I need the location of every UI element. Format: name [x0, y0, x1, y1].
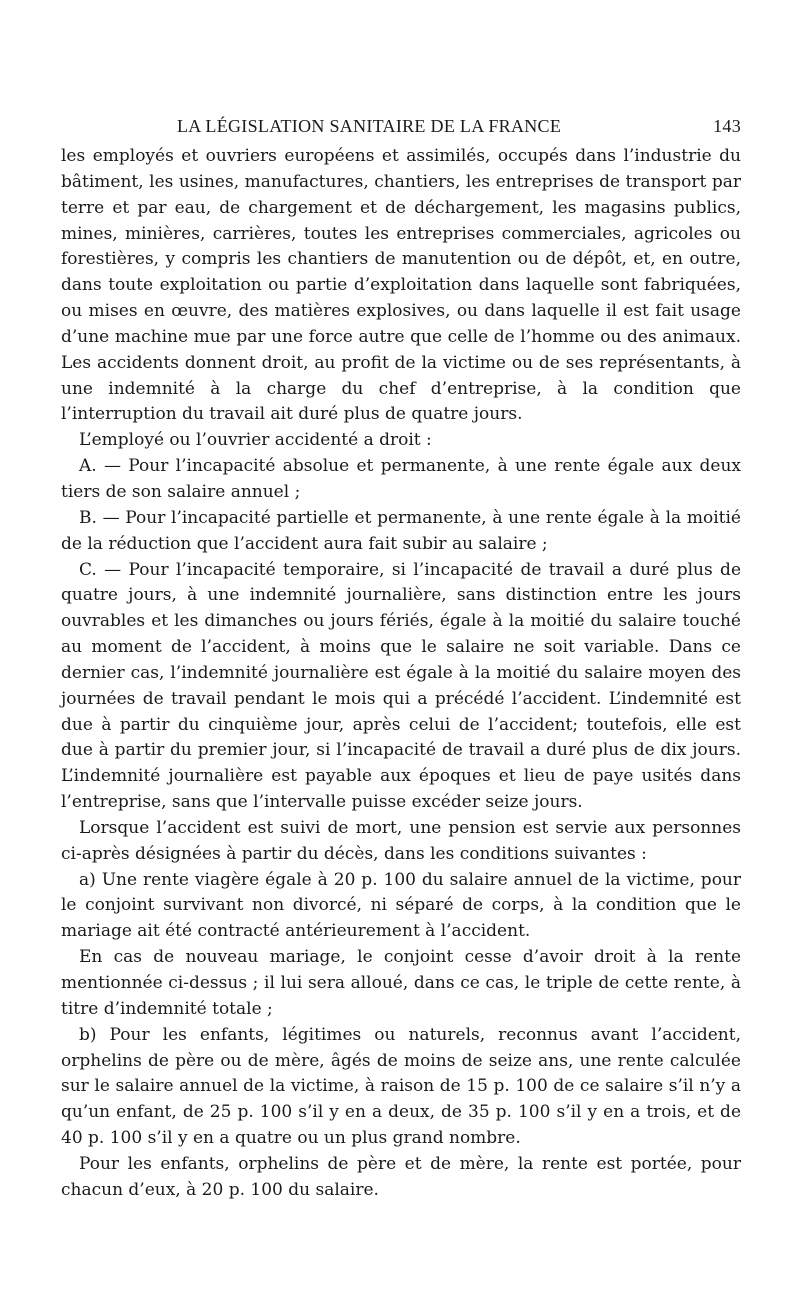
paragraph-orphans: Pour les enfants, orphelins de père et de mère, la rente est portée, pour chacun d’eux, à 20 p. 100 du salaire. — [61, 1153, 741, 1200]
paragraph-item-c: C. — Pour l’incapacité temporaire, si l’incapacité de travail a duré plus de quatre jours, à une indemnité journalière, sans distinction entre les jours ouvrables et les dimanches ou jours fériés, égale à la moitié du salaire touché au moment de l’accident, à moins que le salaire ne soit variable. Dans ce dernier cas, l’indemnité journalière est égale à la moitié du salaire moyen des journées de travail pendant le mois qui a précédé l’accident. L’indemnité est due à partir du cinquième jour, après celui de l’accident; toutefois, elle est due à partir du premier jour, si l’incapacité de travail a duré plus de dix jours. L’indemnité journalière est payable aux époques et lieu de paye usités dans l’entreprise, sans que l’intervalle puisse excéder seize jours. — [61, 559, 741, 813]
paragraph-rights-intro: L’employé ou l’ouvrier accidenté a droit : — [79, 430, 432, 451]
running-title: LA LÉGISLATION SANITAIRE DE LA FRANCE — [177, 116, 562, 136]
paragraph-remarriage: En cas de nouveau mariage, le conjoint cesse d’avoir droit à la rente mentionnée ci-dessus ; il lui sera alloué, dans ce cas, le triple de cette rente, à titre d’indemnité totale ; — [61, 947, 741, 1019]
document-page — [61, 114, 741, 1204]
page-number: 143 — [713, 116, 741, 136]
paragraph-item-b: B. — Pour l’incapacité partielle et permanente, à une rente égale à la moitié de la réduction que l’accident aura fait subir au salaire ; — [61, 507, 741, 554]
paragraph-spouse-rente: a) Une rente viagère égale à 20 p. 100 du salaire annuel de la victime, pour le conjoint survivant non divorcé, ni séparé de corps, à la condition que le mariage ait été contracté antérieurement à l’accident. — [61, 869, 741, 942]
body-text — [61, 144, 741, 1204]
running-header — [61, 114, 741, 144]
paragraph-item-a: A. — Pour l’incapacité absolue et permanente, à une rente égale aux deux tiers de son salaire annuel ; — [61, 456, 741, 502]
paragraph-death-pension: Lorsque l’accident est suivi de mort, une pension est servie aux personnes ci-après désignées à partir du décès, dans les conditions suivantes : — [61, 817, 741, 864]
paragraph-children-rente: b) Pour les enfants, légitimes ou naturels, reconnus avant l’accident, orphelins de père ou de mère, âgés de moins de seize ans, une rente calculée sur le salaire annuel de la victime, à raison de 15 p. 100 de ce salaire s’il n’y a qu’un enfant, de 25 p. 100 s’il y en a deux, de 35 p. 100 s’il y en a trois, et de 40 p. 100 s’il y en a quatre ou un plus grand nombre. — [61, 1024, 741, 1149]
paragraph-continuation: les employés et ouvriers européens et assimilés, occupés dans l’industrie du bâtiment, les usines, manufactures, chantiers, les entreprises de transport par terre et par eau, de chargement et de déchargement, les magasins publics, mines, minières, carrières, toutes les entreprises commerciales, agricoles ou forestières, y compris les chantiers de manutention ou de dépôt, et, en outre, dans toute exploitation ou partie d’exploitation dans laquelle sont fabriquées, ou mises en œuvre, des matières explosives, ou dans laquelle il est fait usage d’une machine mue par une force autre que celle de l’homme ou des animaux. Les accidents donnent droit, au profit de la victime ou de ses représentants, à une indemnité à la charge du chef d’entreprise, à la condition que l’interruption du travail ait duré plus de quatre jours. — [61, 146, 741, 425]
